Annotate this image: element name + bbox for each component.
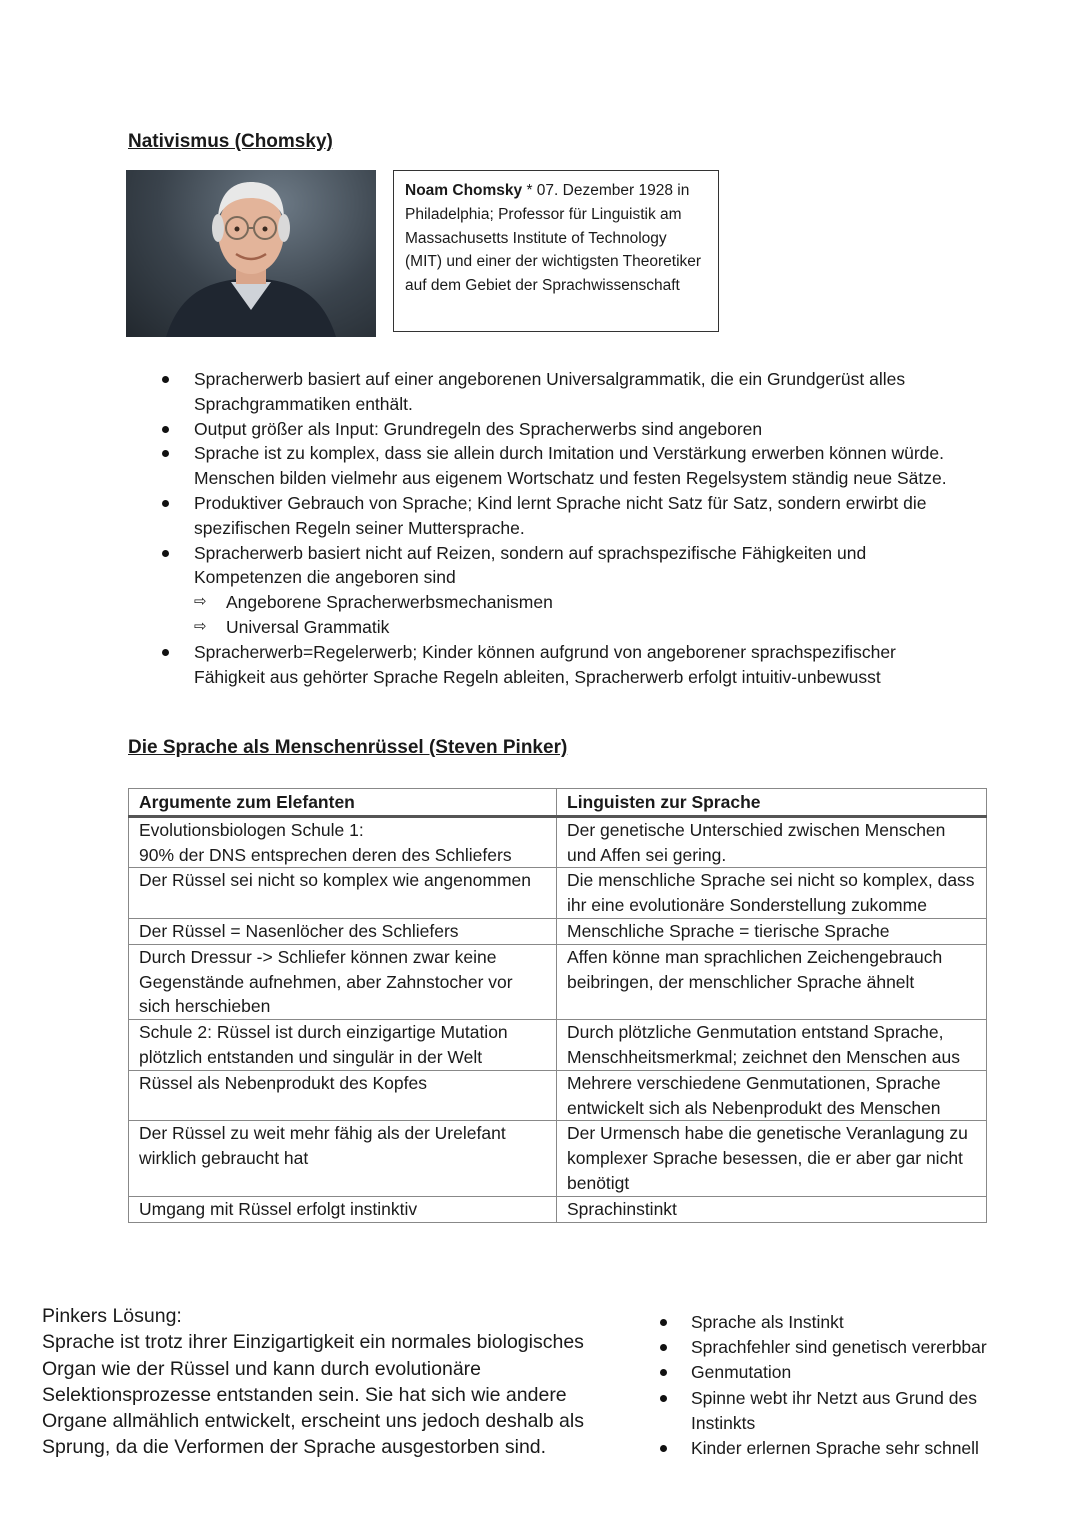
list-item-text: Spracherwerb basiert nicht auf Reizen, sondern auf sprachspezifische Fähigkeiten und Kompetenzen die angeboren sind	[194, 542, 867, 588]
table-cell: Rüssel als Nebenprodukt des Kopfes	[129, 1070, 557, 1121]
table-cell: Durch plötzliche Genmutation entstand Sprache, Menschheitsmerkmal; zeichnet den Menschen aus	[557, 1020, 987, 1071]
list-item: Spinne webt ihr Netzt aus Grund des Instinkts	[658, 1386, 1018, 1436]
table-row	[129, 1070, 987, 1121]
table-cell: Der Rüssel zu weit mehr fähig als der Urelefant wirklich gebraucht hat	[129, 1121, 557, 1196]
sub-list-item-text: Universal Grammatik	[226, 616, 390, 637]
list-item: Spracherwerb basiert auf einer angeborenen Universalgrammatik, die ein Grundgerüst alles Sprachgrammatiken enthält.	[158, 367, 958, 417]
table-cell: Affen könne man sprachlichen Zeichengebrauch beibringen, der menschlicher Sprache ähnelt	[557, 944, 987, 1019]
table-cell: Schule 2: Rüssel ist durch einzigartige Mutation plötzlich entstanden und singulär in der Welt	[129, 1020, 557, 1071]
list-item	[158, 541, 958, 640]
table-cell: Sprachinstinkt	[557, 1196, 987, 1222]
table-header-cell: Argumente zum Elefanten	[129, 789, 557, 817]
portrait-photo	[126, 170, 376, 337]
list-item: Sprachfehler sind genetisch vererbbar	[658, 1335, 1018, 1360]
table-cell: Der Urmensch habe die genetische Veranlagung zu komplexer Sprache besessen, die er aber gar nicht benötigt	[557, 1121, 987, 1196]
arrow-right-icon: ⇨	[194, 593, 207, 611]
sub-list-item	[194, 615, 958, 640]
arrow-right-icon: ⇨	[194, 617, 207, 635]
table-row	[129, 944, 987, 1019]
list-item: Sprache ist zu komplex, dass sie allein durch Imitation und Verstärkung erwerben können würde. Menschen bilden vielmehr aus eigenem Wortschatz und festen Regelsystem ständig neue Sätze.	[158, 441, 958, 491]
cell-text: Evolutionsbiologen Schule 1: 90% der DNS entsprechen deren des Schliefers	[139, 819, 512, 865]
table-cell: Die menschliche Sprache sei nicht so komplex, dass ihr eine evolutionäre Sonderstellung zukomme	[557, 868, 987, 919]
table-cell: Der genetische Unterschied zwischen Menschen und Affen sei gering.	[557, 816, 987, 868]
table-row	[129, 1196, 987, 1222]
bio-box	[393, 170, 719, 332]
heading-nativismus: Nativismus (Chomsky)	[128, 131, 333, 152]
table-row	[129, 1020, 987, 1071]
table-row	[129, 816, 987, 868]
sub-list	[194, 590, 958, 640]
portrait-illustration	[126, 170, 376, 337]
heading-pinker: Die Sprache als Menschenrüssel (Steven Pinker)	[128, 737, 568, 758]
instinct-bullet-list	[658, 1310, 1018, 1461]
list-item: Kinder erlernen Sprache sehr schnell	[658, 1436, 1018, 1461]
table-row	[129, 918, 987, 944]
table-cell: Mehrere verschiedene Genmutationen, Sprache entwickelt sich als Nebenprodukt des Menschen	[557, 1070, 987, 1121]
list-item: Genmutation	[658, 1360, 1018, 1385]
table-cell: Der Rüssel sei nicht so komplex wie angenommen	[129, 868, 557, 919]
comparison-table	[128, 788, 987, 1223]
sub-list-item	[194, 590, 958, 615]
pinker-solution	[42, 1303, 622, 1461]
table-row	[129, 1121, 987, 1196]
table-cell: Der Rüssel = Nasenlöcher des Schliefers	[129, 918, 557, 944]
table-cell	[129, 816, 557, 868]
sub-list-item-text: Angeborene Spracherwerbsmechanismen	[226, 592, 553, 613]
table-header-row	[129, 789, 987, 817]
list-item: Produktiver Gebrauch von Sprache; Kind lernt Sprache nicht Satz für Satz, sondern erwirbt die spezifischen Regeln seiner Muttersprache.	[158, 491, 958, 541]
list-item: Sprache als Instinkt	[658, 1310, 1018, 1335]
table-header-cell: Linguisten zur Sprache	[557, 789, 987, 817]
bio-name: Noam Chomsky	[405, 182, 523, 199]
solution-text: Sprache ist trotz ihrer Einzigartigkeit ein normales biologisches Organ wie der Rüssel und kann durch evolutionäre Selektionsprozesse entstanden sein. Sie hat sich wie andere Organe allmählich entwickelt, erscheint uns jedoch deshalb als Sprung, da die Verformen der Sprache ausgestorben sind.	[42, 1331, 584, 1459]
list-item: Spracherwerb=Regelerwerb; Kinder können aufgrund von angeborener sprachspezifischer Fähigkeit aus gehörter Sprache Regeln ableiten, Spracherwerb erfolgt intuitiv-unbewusst	[158, 640, 958, 690]
list-item: Output größer als Input: Grundregeln des Spracherwerbs sind angeboren	[158, 417, 958, 442]
nativism-bullet-list	[158, 367, 958, 689]
bio-text: * 07. Dezember 1928 in Philadelphia; Professor für Linguistik am Massachusetts Institute of Technology (MIT) und einer der wichtigsten Theoretiker auf dem Gebiet der Sprachwissenschaft	[405, 182, 702, 295]
table-cell: Durch Dressur -> Schliefer können zwar keine Gegenstände aufnehmen, aber Zahnstocher vor sich herschieben	[129, 944, 557, 1019]
table-row	[129, 868, 987, 919]
solution-title: Pinkers Lösung:	[42, 1305, 182, 1327]
table-cell: Umgang mit Rüssel erfolgt instinktiv	[129, 1196, 557, 1222]
table-cell: Menschliche Sprache = tierische Sprache	[557, 918, 987, 944]
